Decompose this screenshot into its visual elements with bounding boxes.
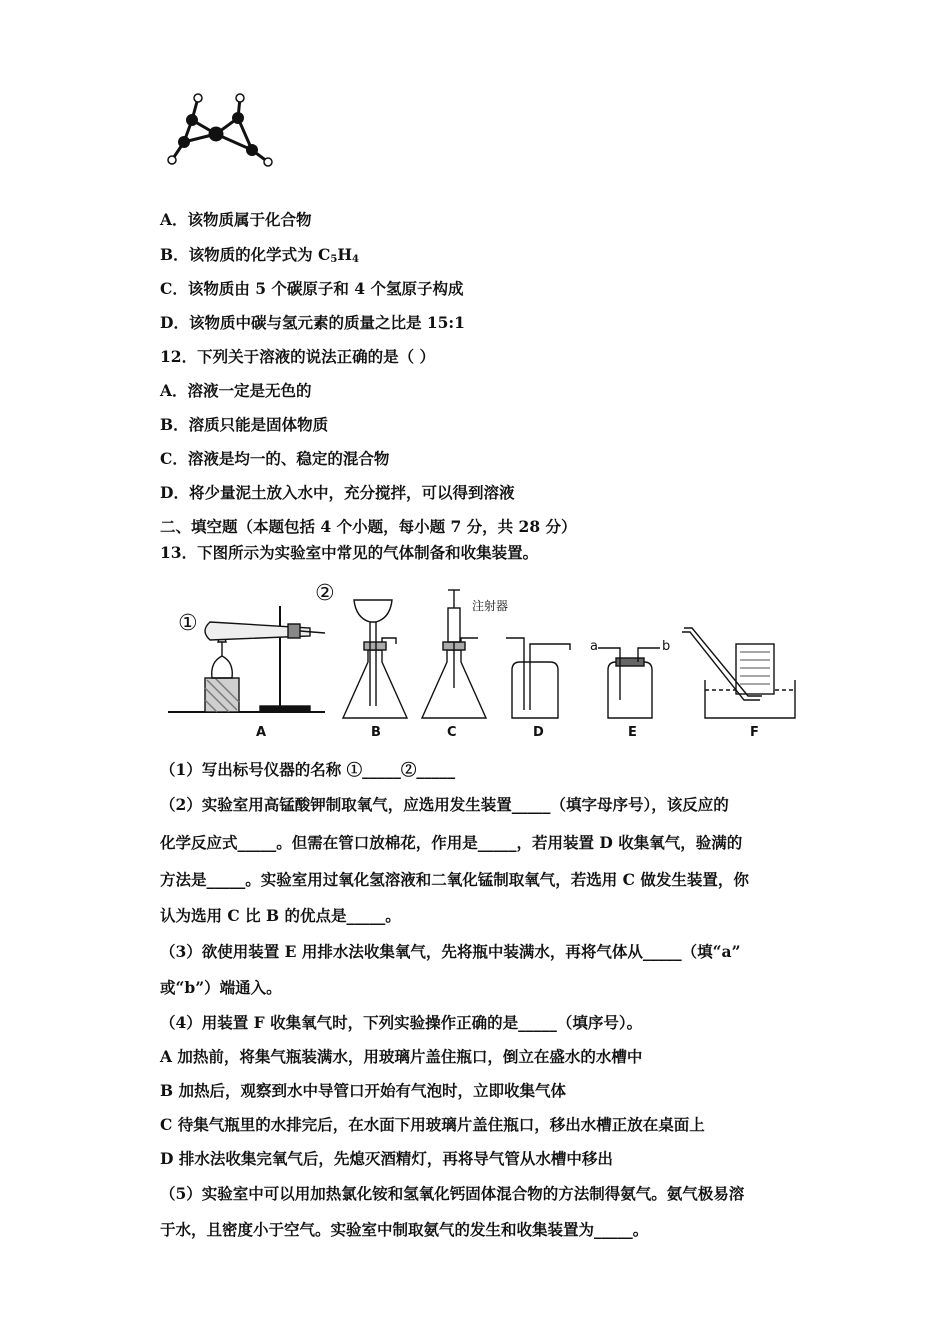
q12-option-d: D．将少量泥土放入水中，充分搅拌，可以得到溶液 bbox=[160, 483, 515, 502]
apparatus-e bbox=[598, 648, 660, 718]
syringe-label: 注射器 bbox=[472, 599, 509, 613]
q13-part4-option-d: D 排水法收集完氧气后，先熄灭酒精灯，再将导气管从水槽中移出 bbox=[160, 1149, 613, 1168]
apparatus-label-d: D bbox=[533, 725, 544, 740]
q11-option-c: C．该物质由 5 个碳原子和 4 个氢原子构成 bbox=[160, 279, 464, 298]
q13-part3-line1: （3）欲使用装置 E 用排水法收集氧气，先将瓶中装满水，再将气体从_____（填“a” bbox=[160, 942, 741, 961]
q13-part2-line2: 化学反应式_____。但需在管口放棉花，作用是_____，若用装置 D 收集氧气，验满的 bbox=[160, 833, 743, 852]
q13-part3-line2: 或“b”）端通入。 bbox=[160, 978, 282, 997]
molecule-diagram bbox=[160, 88, 280, 173]
q12-option-a: A．溶液一定是无色的 bbox=[160, 381, 312, 400]
q11-option-b: B．该物质的化学式为 $C_5H_4$ bbox=[160, 245, 359, 265]
q13-part4-option-b: B 加热后，观察到水中导管口开始有气泡时，立即收集气体 bbox=[160, 1081, 566, 1100]
apparatus-label-c: C bbox=[447, 725, 457, 740]
apparatus-b bbox=[343, 600, 407, 718]
q11-option-a: A．该物质属于化合物 bbox=[160, 210, 312, 229]
apparatus-diagram bbox=[160, 578, 800, 743]
apparatus-label-a: A bbox=[256, 725, 267, 740]
section-heading: 二、填空题（本题包括 4 个小题，每小题 7 分，共 28 分） bbox=[160, 517, 577, 536]
apparatus-f bbox=[682, 628, 795, 718]
q11-option-d: D．该物质中碳与氢元素的质量之比是 15:1 bbox=[160, 313, 465, 332]
q13-part4-option-c: C 待集气瓶里的水排完后，在水面下用玻璃片盖住瓶口，移出水槽正放在桌面上 bbox=[160, 1115, 705, 1134]
q13-part4-option-a: A 加热前，将集气瓶装满水，用玻璃片盖住瓶口，倒立在盛水的水槽中 bbox=[160, 1047, 643, 1066]
marker-1: ① bbox=[178, 611, 198, 636]
q13-stem: 13．下图所示为实验室中常见的气体制备和收集装置。 bbox=[160, 543, 539, 562]
q13-part5-line2: 于水，且密度小于空气。实验室中制取氨气的发生和收集装置为_____。 bbox=[160, 1220, 649, 1239]
q13-part5-line1: （5）实验室中可以用加热氯化铵和氢氧化钙固体混合物的方法制得氨气。氨气极易溶 bbox=[160, 1184, 745, 1203]
apparatus-label-b: B bbox=[371, 725, 381, 740]
q13-part2-line4: 认为选用 C 比 B 的优点是_____。 bbox=[160, 906, 401, 925]
q12-option-b: B．溶质只能是固体物质 bbox=[160, 415, 329, 434]
q13-part2-line1: （2）实验室用高锰酸钾制取氧气，应选用发生装置_____（填字母序号），该反应的 bbox=[160, 795, 729, 814]
q13-part1: （1）写出标号仪器的名称 ①_____②_____ bbox=[160, 760, 456, 779]
q12-option-c: C．溶液是均一的、稳定的混合物 bbox=[160, 449, 390, 468]
apparatus-label-f: F bbox=[750, 725, 759, 740]
q13-part2-line3: 方法是_____。实验室用过氧化氢溶液和二氧化锰制取氧气，若选用 C 做发生装置，你 bbox=[160, 870, 749, 889]
q13-part4: （4）用装置 F 收集氧气时，下列实验操作正确的是_____（填序号）。 bbox=[160, 1013, 643, 1032]
marker-2: ② bbox=[315, 581, 335, 606]
apparatus-d bbox=[506, 638, 570, 718]
port-a-label: a bbox=[590, 639, 598, 654]
q12-stem: 12．下列关于溶液的说法正确的是（ ） bbox=[160, 347, 435, 366]
apparatus-label-e: E bbox=[628, 725, 637, 740]
port-b-label: b bbox=[662, 639, 671, 654]
